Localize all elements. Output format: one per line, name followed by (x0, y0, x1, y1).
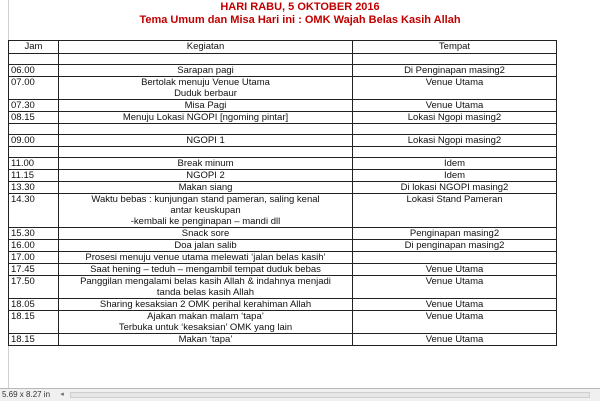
cell-place-line: Lokasi Ngopi masing2 (407, 112, 502, 123)
table-row (9, 228, 557, 240)
cell-place-line: Venue Utama (425, 264, 484, 275)
cell-activity (59, 100, 353, 112)
cell-activity-line: Ajakan makan malam ‘tapa’ (147, 311, 264, 322)
cell-time: 08.15 (9, 112, 59, 124)
cell-place-line: Idem (443, 170, 466, 181)
empty-cell (353, 147, 557, 158)
cell-activity-line: Snack sore (181, 228, 230, 239)
cell-time: 18.15 (9, 334, 59, 346)
cell-activity-line: tanda belas kasih Allah (156, 287, 255, 298)
cell-place (353, 334, 557, 346)
status-bar (0, 388, 600, 401)
cell-place-line: Di lokasi NGOPI masing2 (400, 182, 509, 193)
cell-activity-line: Duduk berbaur (174, 88, 237, 99)
cell-activity-line: -kembali ke penginapan – mandi dll (130, 216, 281, 227)
cell-time: 11.00 (9, 158, 59, 170)
cell-place (353, 194, 557, 228)
cell-activity (59, 65, 353, 77)
cell-activity (59, 170, 353, 182)
table-row (9, 276, 557, 299)
empty-cell (9, 124, 59, 135)
cell-place-line: Venue Utama (425, 299, 484, 310)
schedule-table (8, 40, 557, 346)
cell-place (353, 112, 557, 124)
table-row (9, 240, 557, 252)
cell-place (353, 65, 557, 77)
cell-activity-line: Misa Pagi (184, 100, 227, 111)
cell-place (353, 170, 557, 182)
table-row (9, 65, 557, 77)
scroll-left-arrow-icon[interactable]: ◂ (60, 391, 64, 398)
cell-place-line: Lokasi Ngopi masing2 (407, 135, 502, 146)
cell-place (353, 100, 557, 112)
cell-activity (59, 311, 353, 334)
table-row (9, 311, 557, 334)
cell-place (353, 252, 557, 264)
empty-cell (9, 54, 59, 65)
cell-time: 17.00 (9, 252, 59, 264)
cell-activity-line: Sharing kesaksian 2 OMK perihal kerahiman Allah (99, 299, 312, 310)
cell-activity-line: NGOPI 1 (186, 135, 225, 146)
cell-place-line: Venue Utama (425, 276, 484, 287)
cell-activity (59, 77, 353, 100)
cell-activity-line: Menuju Lokasi NGOPI [ngoming pintar] (122, 112, 289, 123)
cell-place-line: Venue Utama (425, 334, 484, 345)
cell-activity (59, 135, 353, 147)
empty-cell (59, 54, 353, 65)
table-row (9, 182, 557, 194)
cell-activity (59, 276, 353, 299)
table-row (9, 252, 557, 264)
empty-cell (59, 124, 353, 135)
empty-row (9, 124, 557, 135)
table-header-row (9, 41, 557, 54)
cell-time: 17.45 (9, 264, 59, 276)
cell-activity (59, 112, 353, 124)
header-place: Tempat (353, 41, 557, 54)
cell-activity-line: Makan siang (178, 182, 233, 193)
empty-row (9, 147, 557, 158)
cell-place (353, 264, 557, 276)
cell-place (353, 228, 557, 240)
header-time: Jam (9, 41, 59, 54)
cell-activity (59, 158, 353, 170)
cell-activity-line: Bertolak menuju Venue Utama (141, 77, 270, 88)
empty-row (9, 54, 557, 65)
cell-time: 16.00 (9, 240, 59, 252)
cell-place-line: Venue Utama (425, 100, 484, 111)
cell-place-line: Venue Utama (425, 311, 484, 322)
cell-place (353, 240, 557, 252)
cell-activity-line: antar keuskupan (170, 205, 241, 216)
cell-place (353, 299, 557, 311)
empty-cell (353, 54, 557, 65)
cell-place-line: Venue Utama (425, 77, 484, 88)
cell-activity-line: Doa jalan salib (174, 240, 237, 251)
cell-activity (59, 334, 353, 346)
cell-place (353, 135, 557, 147)
table-row (9, 112, 557, 124)
table-row (9, 299, 557, 311)
cell-time: 18.05 (9, 299, 59, 311)
cell-activity-line: Terbuka untuk ‘kesaksian’ OMK yang lain (118, 322, 293, 333)
cell-time: 17.50 (9, 276, 59, 299)
cell-place-line: Di Penginapan masing2 (404, 65, 505, 76)
cell-activity-line: NGOPI 2 (186, 170, 225, 181)
table-row (9, 100, 557, 112)
table-row (9, 158, 557, 170)
cell-activity (59, 228, 353, 240)
table-row (9, 264, 557, 276)
cell-time: 11.15 (9, 170, 59, 182)
table-row (9, 194, 557, 228)
cell-time: 09.00 (9, 135, 59, 147)
cell-time: 13.30 (9, 182, 59, 194)
cell-place-line: Lokasi Stand Pameran (406, 194, 503, 205)
cell-activity-line: Panggilan mengalami belas kasih Allah & indahnya menjadi (80, 276, 331, 287)
horizontal-scrollbar[interactable] (70, 392, 590, 398)
document-title: HARI RABU, 5 OKTOBER 2016 (220, 1, 380, 13)
cell-place-line: Di penginapan masing2 (404, 240, 505, 251)
cell-place (353, 77, 557, 100)
cell-activity (59, 194, 353, 228)
header-activity: Kegiatan (59, 41, 353, 54)
cell-place (353, 276, 557, 299)
cell-activity (59, 240, 353, 252)
cell-activity (59, 264, 353, 276)
cell-activity (59, 299, 353, 311)
table-row (9, 77, 557, 100)
cell-time: 06.00 (9, 65, 59, 77)
empty-cell (59, 147, 353, 158)
cell-place (353, 158, 557, 170)
cell-place (353, 182, 557, 194)
document-subtitle: Tema Umum dan Misa Hari ini : OMK Wajah Belas Kasih Allah (139, 14, 461, 26)
cell-time: 07.00 (9, 77, 59, 100)
cell-activity-line: Waktu bebas : kunjungan stand pameran, saling kenal (91, 194, 320, 205)
cell-activity (59, 252, 353, 264)
cell-place-line: Idem (443, 158, 466, 169)
empty-cell (353, 124, 557, 135)
cell-activity-line: Makan ‘tapa’ (178, 334, 233, 345)
cell-time: 15.30 (9, 228, 59, 240)
cell-time: 14.30 (9, 194, 59, 228)
table-row (9, 135, 557, 147)
empty-cell (9, 147, 59, 158)
cell-place-line: Penginapan masing2 (409, 228, 500, 239)
cell-time: 07.30 (9, 100, 59, 112)
cell-activity-line: Sarapan pagi (177, 65, 234, 76)
cell-activity-line: Prosesi menuju venue utama melewati ‘jalan belas kasih’ (85, 252, 326, 263)
table-row (9, 170, 557, 182)
cell-activity-line: Saat hening – teduh – mengambil tempat duduk bebas (90, 264, 321, 275)
cell-activity (59, 182, 353, 194)
schedule-body (9, 54, 557, 346)
cell-activity-line: Break minum (177, 158, 234, 169)
page-size-readout: 5.69 x 8.27 in (2, 390, 51, 399)
table-row (9, 334, 557, 346)
cell-place (353, 311, 557, 334)
cell-time: 18.15 (9, 311, 59, 334)
